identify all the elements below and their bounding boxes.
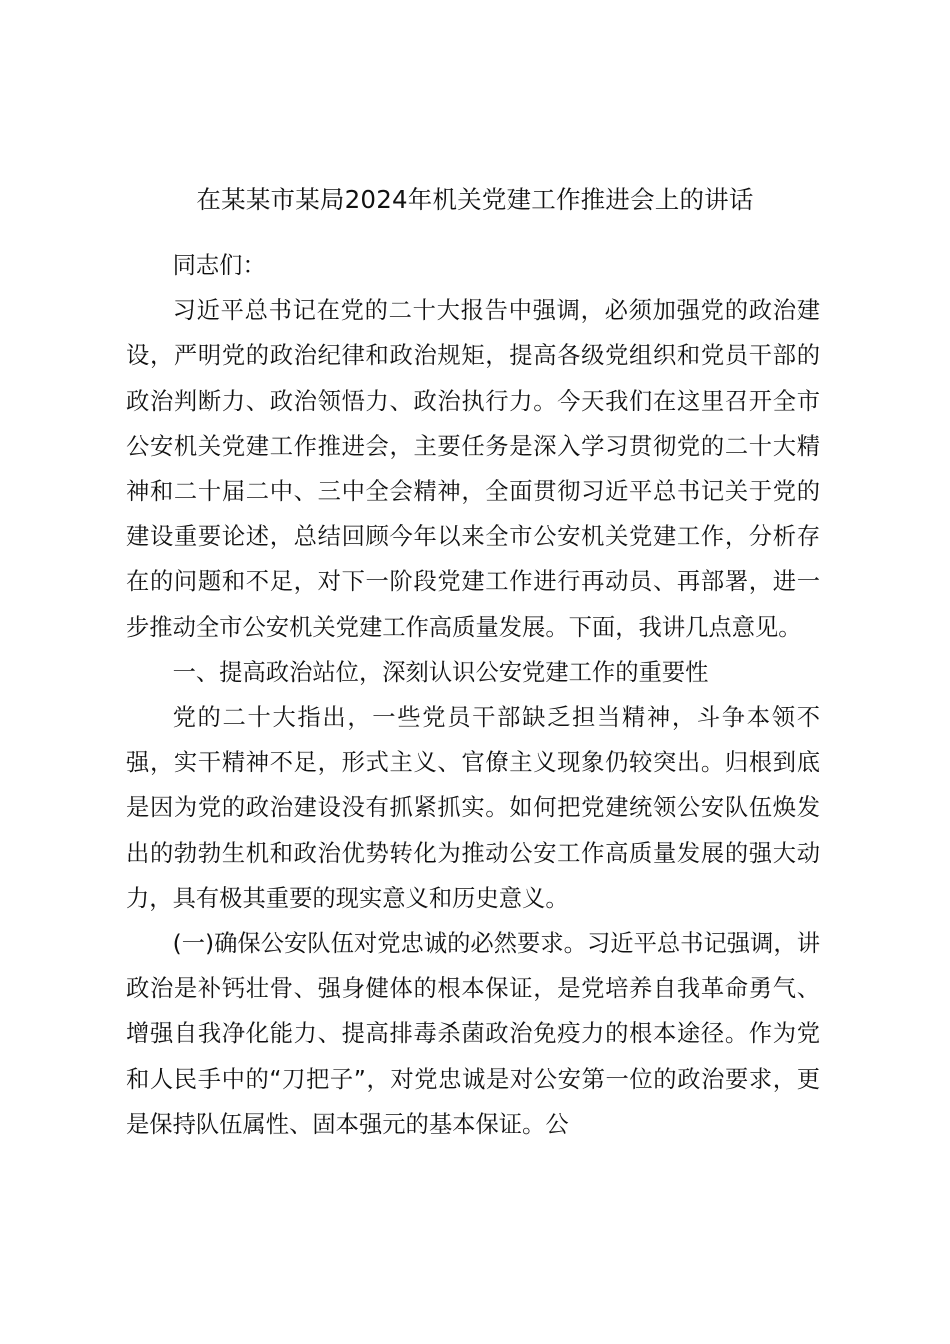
section-heading: 一、提高政治站位，深刻认识公安党建工作的重要性 bbox=[172, 658, 709, 686]
document-title: 在某某市某局2024年机关党建工作推进会上的讲话 bbox=[196, 185, 754, 214]
body-paragraph: (一)确保公安队伍对党忠诚的必然要求。习近平总书记强调，讲政治是补钙壮骨、强身健体的根本保证，是党培养自我革命勇气、增强自我净化能力、提高排毒杀菌政治免疫力的根本途径。作为党和人民手中的“刀把子”，对党忠诚是对公安第一位的政治要求，更是保持队伍属性、固本强元的基本保证。公 bbox=[126, 930, 820, 1138]
document-body bbox=[126, 243, 820, 1147]
salutation-paragraph: 同志们： bbox=[172, 252, 266, 279]
body-paragraph: 党的二十大指出，一些党员干部缺乏担当精神，斗争本领不强，实干精神不足，形式主义、官僚主义现象仍较突出。归根到底是因为党的政治建设没有抓紧抓实。如何把党建统领公安队伍焕发出的勃勃生机和政治优势转化为推动公安工作高质量发展的强大动力，具有极其重要的现实意义和历史意义。 bbox=[126, 704, 820, 912]
intro-paragraph: 习近平总书记在党的二十大报告中强调，必须加强党的政治建设，严明党的政治纪律和政治规矩，提高各级党组织和党员干部的政治判断力、政治领悟力、政治执行力。今天我们在这里召开全市公安机关党建工作推进会，主要任务是深入学习贯彻党的二十大精神和二十届二中、三中全会精神，全面贯彻习近平总书记关于党的建设重要论述，总结回顾今年以来全市公安机关党建工作，分析存在的问题和不足，对下一阶段党建工作进行再动员、再部署，进一步推动全市公安机关党建工作高质量发展。下面，我讲几点意见。 bbox=[126, 297, 820, 641]
